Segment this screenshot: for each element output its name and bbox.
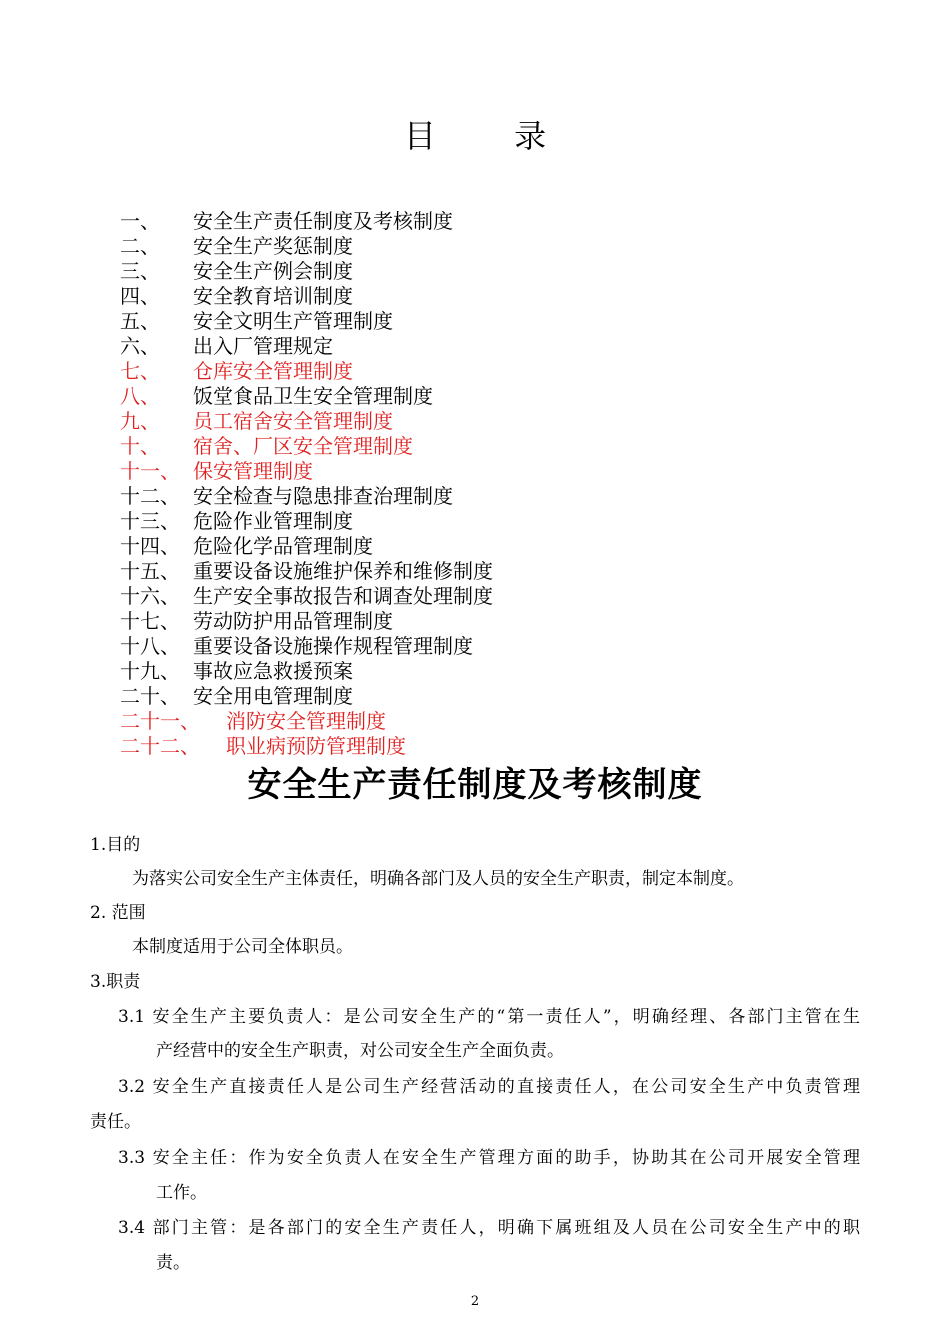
toc-item	[120, 234, 820, 259]
toc-number: 四、	[120, 284, 160, 308]
toc-title: 目 录	[403, 117, 581, 155]
toc-number: 十七、	[120, 609, 180, 633]
toc-text: 安全生产责任制度及考核制度	[193, 209, 453, 233]
paragraph: 本制度适用于公司全体职员。	[132, 937, 353, 957]
toc-text: 安全生产例会制度	[193, 259, 353, 283]
toc-item	[120, 484, 820, 509]
toc-number: 十八、	[120, 634, 180, 658]
section-heading: 3.职责	[90, 972, 141, 992]
paragraph: 3.2 安全生产直接责任人是公司生产经营活动的直接责任人，在公司安全生产中负责管理	[118, 1077, 860, 1097]
toc-number: 一、	[120, 209, 160, 233]
paragraph: 责。	[156, 1253, 190, 1273]
toc-text: 饭堂食品卫生安全管理制度	[193, 384, 433, 408]
toc-number: 十三、	[120, 509, 180, 533]
toc-item	[120, 259, 820, 284]
toc-item	[120, 284, 820, 309]
toc-item-highlighted	[120, 409, 820, 434]
paragraph: 工作。	[156, 1183, 207, 1203]
toc-text: 消防安全管理制度	[226, 709, 386, 733]
toc-text: 安全检查与隐患排查治理制度	[193, 484, 453, 508]
toc-number: 二、	[120, 234, 160, 258]
section-heading: 2. 范围	[90, 903, 146, 923]
paragraph: 产经营中的安全生产职责，对公司安全生产全面负责。	[156, 1041, 564, 1061]
toc-text: 出入厂管理规定	[193, 334, 333, 358]
toc-number: 二十一、	[120, 709, 200, 733]
toc-item	[120, 584, 820, 609]
toc-text: 仓库安全管理制度	[193, 359, 353, 383]
toc-item	[120, 634, 820, 659]
paragraph: 为落实公司安全生产主体责任，明确各部门及人员的安全生产职责，制定本制度。	[132, 869, 744, 889]
toc-number: 十、	[120, 434, 160, 458]
toc-number: 六、	[120, 334, 160, 358]
toc-item-highlighted	[120, 459, 820, 484]
toc-item-highlighted	[120, 434, 820, 459]
toc-text: 安全生产奖惩制度	[193, 234, 353, 258]
toc-item	[120, 509, 820, 534]
toc-number: 十五、	[120, 559, 180, 583]
toc-text: 危险作业管理制度	[193, 509, 353, 533]
toc-item	[120, 534, 820, 559]
toc-item	[120, 684, 820, 709]
toc-item	[120, 209, 820, 234]
toc-text: 员工宿舍安全管理制度	[193, 409, 393, 433]
toc-item-highlighted	[120, 359, 820, 384]
toc-number: 十一、	[120, 459, 180, 483]
toc-text: 宿舍、厂区安全管理制度	[193, 434, 413, 458]
toc-item	[120, 559, 820, 584]
toc-number: 十九、	[120, 659, 180, 683]
toc-text: 职业病预防管理制度	[226, 734, 406, 758]
toc-item-highlighted	[120, 709, 820, 734]
toc-text: 事故应急救援预案	[193, 659, 353, 683]
toc-text: 生产安全事故报告和调查处理制度	[193, 584, 493, 608]
paragraph: 责任。	[90, 1112, 141, 1132]
toc-number: 十四、	[120, 534, 180, 558]
toc-item	[120, 659, 820, 684]
toc-number: 二十、	[120, 684, 180, 708]
toc-number: 十六、	[120, 584, 180, 608]
toc-item	[120, 609, 820, 634]
toc-text: 劳动防护用品管理制度	[193, 609, 393, 633]
toc-item	[120, 384, 820, 409]
page-number: 2	[470, 1294, 480, 1309]
document-title: 安全生产责任制度及考核制度	[247, 765, 703, 805]
toc-item-highlighted	[120, 734, 820, 759]
toc-text: 安全教育培训制度	[193, 284, 353, 308]
toc-item	[120, 334, 820, 359]
toc-text: 保安管理制度	[193, 459, 313, 483]
toc-number: 三、	[120, 259, 160, 283]
toc-text: 危险化学品管理制度	[193, 534, 373, 558]
toc-text: 安全文明生产管理制度	[193, 309, 393, 333]
table-of-contents	[120, 209, 820, 759]
toc-item	[120, 309, 820, 334]
paragraph: 3.3 安全主任：作为安全负责人在安全生产管理方面的助手，协助其在公司开展安全管理	[118, 1148, 860, 1168]
toc-number: 九、	[120, 409, 160, 433]
toc-text: 安全用电管理制度	[193, 684, 353, 708]
paragraph: 3.1 安全生产主要负责人：是公司安全生产的“第一责任人”，明确经理、各部门主管在生	[118, 1007, 860, 1027]
section-heading: 1.目的	[90, 835, 141, 855]
toc-text: 重要设备设施操作规程管理制度	[193, 634, 473, 658]
toc-number: 八、	[120, 384, 160, 408]
toc-number: 七、	[120, 359, 160, 383]
toc-number: 十二、	[120, 484, 180, 508]
toc-number: 五、	[120, 309, 160, 333]
toc-number: 二十二、	[120, 734, 200, 758]
toc-text: 重要设备设施维护保养和维修制度	[193, 559, 493, 583]
paragraph: 3.4 部门主管：是各部门的安全生产责任人，明确下属班组及人员在公司安全生产中的职	[118, 1218, 860, 1238]
